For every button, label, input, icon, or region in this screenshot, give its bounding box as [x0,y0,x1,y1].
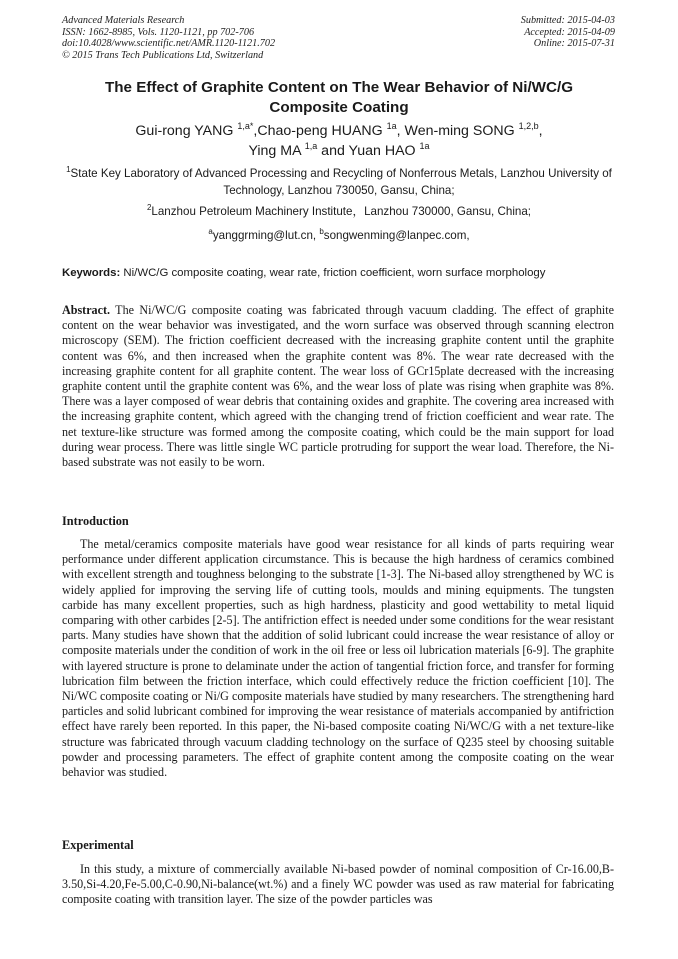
affiliation-1 [62,166,616,199]
author-affiliation-mark: 1,2,b [518,121,539,131]
submitted-date: Submitted: 2015-04-03 [520,15,615,26]
email-link[interactable]: yanggrming@lut.cn, [212,229,320,242]
journal-doi: doi:10.4028/www.scientific.net/AMR.1120-1121.702 [62,38,276,49]
author-name: ,Chao-peng HUANG [253,123,387,139]
journal-name: Advanced Materials Research [62,15,185,26]
introduction-heading: Introduction [62,514,129,528]
affiliation-text: State Key Laboratory of Advanced Processing and Recycling of Nonferrous Metals, Lanzhou University of Technology, Lanzhou 730050, Gansu, China; [70,167,612,197]
author-name: Ying MA [248,142,305,159]
email-link[interactable]: songwenming@lanpec.com, [323,229,470,242]
journal-copyright: © 2015 Trans Tech Publications Ltd, Switzerland [62,49,264,61]
author-affiliation-mark: 1a [419,140,430,151]
experimental-paragraph: In this study, a mixture of commercially available Ni-based powder of nominal composition of Cr-16.00,B-3.50,Si-4.20,Fe-5.00,C-0.90,Ni-balance(wt.%) and a finely WC powder was used as raw material for fabricating composite coating with transition layer. The size of the powder particles was [62,862,614,907]
keywords [62,266,616,281]
author-line-2 [62,142,616,162]
affiliation-text: Lanzhou Petroleum Machinery Institute，Lanzhou 730000, Gansu, China; [151,205,532,218]
dates-header [521,15,615,50]
abstract-text: The Ni/WC/G composite coating was fabricated through vacuum cladding. The effect of graphite content on the wear behavior was investigated, and the worn surface was observed through scanning electron microscopy (SEM). The friction coefficient decreased with the increasing graphite content until the graphite content was 6%, and then increased when the graphite content was 8%. The wear rate decreased with the increasing graphite content for all graphite content. The wear loss of GCr15plate decreased with the increasing graphite content until the graphite content was 6%, and the wear loss of plate was rising when graphite was 8%. There was a layer composed of wear debris that containing oxides and graphite. The covering area increased with the increasing graphite content, which agreed with the changing trend of friction coefficient and wear rate. The net texture-like structure was formed among the composite coating, which could be the main support for load during wear process. There was little single WC particle protruding for support the wear load. Therefore, the Ni-based substrate was not easily to be worn. [62,303,614,470]
abstract-label: Abstract. [62,303,111,317]
author-name: Gui-rong YANG [135,123,238,139]
paper-title-line-1: The Effect of Graphite Content on The Wear Behavior of Ni/WC/G [104,79,574,96]
author-affiliation-mark: 1,a [304,140,318,151]
paper-title-line-2: Composite Coating [269,99,409,116]
author-line-1 [62,122,616,142]
author-separator: , [538,123,543,139]
author-emails [62,228,616,245]
affiliation-mark: 1 [66,165,71,174]
introduction-paragraph: The metal/ceramics composite materials have good wear resistance for all kinds of parts requiring wear performance under different application circumstance. This is because the high hardness of ceramics combined with excellent strength and toughness belonging to the substrate [1-3]. The Ni-based alloy strengthened by WC is widely applied for improving the serving life of cutting tools, moulds and mining equipments. The tungsten carbide has many excellent properties, such as high hardness, plasticity and good wettability to metal liquid comparing with other carbides [2-5]. The antifriction effect is needed under some conditions for the wear resistant parts. Many studies have shown that the addition of solid lubricant could increase the wear resistance of alloy or composite materials under the condition of work in the oil free or less oil lubrication materials [6-9]. The graphite with layered structure is prone to delaminate under the action of tangential friction force, and transfer for forming lubrication film between the friction interface, which could effectively reduce the friction coefficient [10]. The Ni/WC composite coating or Ni/G composite materials have studied by many researchers. The strengthening hard particles and solid lubricant combined for improving the wear resistance of materials accompanied by antifriction effect have rarely been reported. In this paper, the Ni-based composite coating Ni/WC/G with a net texture-like structure was fabricated through vacuum cladding technology on the surface of Q235 steel by choosing suitable powder and processing parameters. The effect of graphite content among the composite coating on the wear behavior was studied. [62,537,614,780]
affiliation-2 [62,204,616,221]
author-name: , Wen-ming SONG [396,123,519,139]
abstract [62,303,614,470]
paper-title [62,78,616,118]
accepted-date: Accepted: 2015-04-09 [524,26,615,38]
journal-header [62,15,275,61]
email-mark: a [208,227,213,236]
affiliation-mark: 2 [146,203,152,212]
journal-issn: ISSN: 1662-8985, Vols. 1120-1121, pp 702-706 [62,26,255,38]
author-affiliation-mark: 1a [386,121,397,131]
author-list [62,122,616,161]
keywords-text: Ni/WC/G composite coating, wear rate, friction coefficient, worn surface morphology [120,267,546,279]
author-name: and Yuan HAO [317,142,420,159]
author-affiliation-mark: 1,a* [237,121,254,131]
email-mark: b [319,227,324,236]
keywords-label: Keywords: [62,267,121,279]
experimental-heading: Experimental [62,838,134,852]
online-date: Online: 2015-07-31 [533,38,615,49]
